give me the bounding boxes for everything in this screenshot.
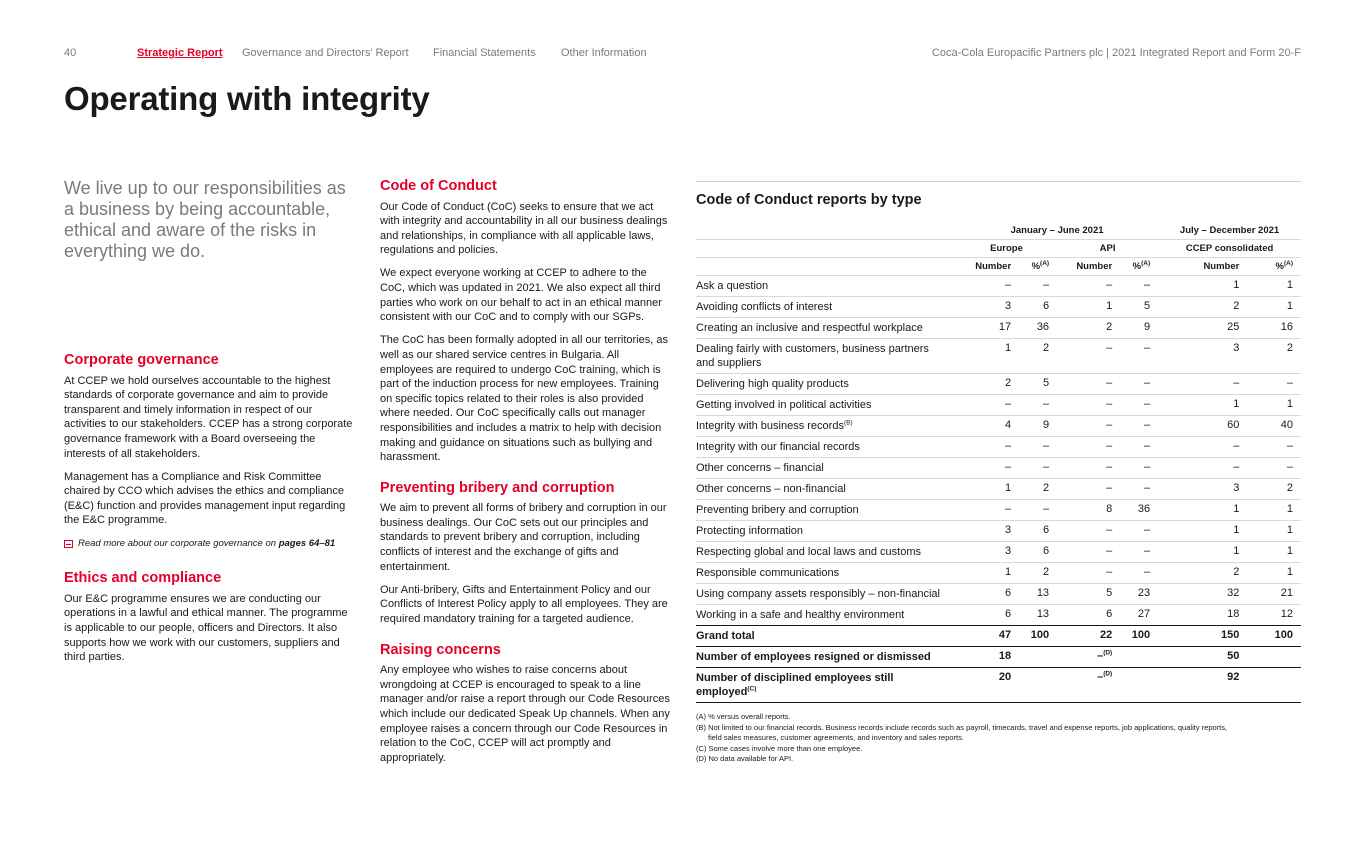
table-row: [696, 297, 1301, 318]
group-header-europe: Europe: [956, 240, 1057, 258]
ethics-heading: Ethics and compliance: [64, 570, 222, 587]
table-cell: 2: [1247, 339, 1301, 374]
row-label: Ask a question: [696, 276, 956, 297]
table-cell: 2: [1158, 297, 1247, 318]
table-cell: 27: [1120, 605, 1158, 626]
table-cell: 50: [1158, 647, 1247, 668]
table-cell: 100: [1247, 626, 1301, 647]
table-cell: 32: [1158, 584, 1247, 605]
row-label: Creating an inclusive and respectful workplace: [696, 318, 956, 339]
page-reference-icon: [64, 540, 73, 548]
table-cell: 100: [1120, 626, 1158, 647]
code-of-conduct-paragraph: The CoC has been formally adopted in all our territories, as well as our shared service centres in Bulgaria. All employees are required to undergo CoC training, which is part of the induction process for new employees. Training on specific topics related to their roles is also provided where needed. Our CoC specifically calls out manager responsibilities and includes a matrix to help with decision making and guidance on situations such as bullying and harassment.: [380, 334, 668, 464]
table-cell: –: [956, 458, 1019, 479]
column-header: %$^{(A)}$: [1132, 259, 1151, 272]
nav-link-financial-statements[interactable]: Financial Statements: [433, 47, 536, 59]
reports-table: [696, 222, 1301, 703]
table-cell: 23: [1120, 584, 1158, 605]
table-cell: 5: [1019, 374, 1057, 395]
column-header: Number: [975, 261, 1012, 272]
table-cell: 3: [1158, 339, 1247, 374]
table-cell: 12: [1247, 605, 1301, 626]
table-cell: –: [1057, 416, 1120, 437]
table-cell: 2: [1247, 479, 1301, 500]
table-row: [696, 437, 1301, 458]
table-cell: 1: [956, 563, 1019, 584]
period-header: July – December 2021: [1158, 222, 1301, 240]
row-label: Delivering high quality products: [696, 374, 956, 395]
table-body: [696, 276, 1301, 703]
table-cell: –: [956, 276, 1019, 297]
table-cell: –: [956, 395, 1019, 416]
table-cell: 6: [1019, 521, 1057, 542]
table-cell: 5: [1057, 584, 1120, 605]
table-cell: –: [1019, 500, 1057, 521]
table-cell: 13: [1019, 584, 1057, 605]
table-cell: 100: [1019, 626, 1057, 647]
table-cell: 1: [1158, 500, 1247, 521]
table-cell: –: [1057, 339, 1120, 374]
table-cell: –: [956, 500, 1019, 521]
row-label: Working in a safe and healthy environment: [696, 605, 956, 626]
table-cell: –: [1019, 458, 1057, 479]
table-cell: 6: [1019, 297, 1057, 318]
table-cell: 1: [1247, 500, 1301, 521]
left-column: [64, 353, 354, 673]
table-cell: –: [1120, 276, 1158, 297]
table-cell: –: [1057, 276, 1120, 297]
table-cell: 4: [956, 416, 1019, 437]
table-cell: 1: [1158, 395, 1247, 416]
table-row: [696, 374, 1301, 395]
table-cell: 6: [1019, 542, 1057, 563]
table-cell: 6: [956, 584, 1019, 605]
table-cell: 1: [956, 339, 1019, 374]
nav-link-strategic-report[interactable]: Strategic Report: [137, 47, 223, 59]
table-cell: –: [1120, 395, 1158, 416]
bribery-paragraph: Our Anti-bribery, Gifts and Entertainment Policy and our Conflicts of Interest Policy apply to all employees. They are required mandatory training for a targeted audience.: [380, 583, 668, 625]
table-cell: –: [1120, 521, 1158, 542]
reference-text: Read more about our corporate governance on: [78, 537, 277, 549]
table-cell: –: [1247, 437, 1301, 458]
middle-column: [380, 179, 670, 774]
intro-statement: We live up to our responsibilities as a business by being accountable, ethical and aware of the risks in everything we do.: [64, 178, 346, 261]
table-cell: –: [1120, 563, 1158, 584]
table-cell: 5: [1120, 297, 1158, 318]
table-header-columns: [696, 258, 1301, 276]
column-header: Number: [1076, 261, 1113, 272]
table-row: [696, 479, 1301, 500]
document-title: Coca-Cola Europacific Partners plc | 2021 Integrated Report and Form 20-F: [931, 47, 1301, 59]
table-row: [696, 542, 1301, 563]
table-cell: –: [1247, 458, 1301, 479]
table-cell: 25: [1158, 318, 1247, 339]
row-label: Getting involved in political activities: [696, 395, 956, 416]
table-cell: 36: [1019, 318, 1057, 339]
code-of-conduct-paragraph: Our Code of Conduct (CoC) seeks to ensure that we act with integrity and accountability in all our business dealings and relationships, in compliance with all applicable laws, regulations and policies.: [380, 200, 668, 257]
footnote: (D) No data available for API.: [696, 754, 794, 763]
table-cell: –: [1120, 374, 1158, 395]
table-cell: –: [1120, 479, 1158, 500]
table-cell: 47: [956, 626, 1019, 647]
table-row: [696, 521, 1301, 542]
table-cell: –: [956, 437, 1019, 458]
table-cell: 9: [1019, 416, 1057, 437]
table-row: [696, 395, 1301, 416]
table-cell: –: [1057, 374, 1120, 395]
ethics-paragraph: Our E&C programme ensures we are conducting our operations in a lawful and ethical manner. The programme is applicable to our people, officers and Directors. It also supports how we work with our customers, suppliers and third parties.: [64, 592, 348, 664]
corporate-governance-heading: Corporate governance: [64, 352, 219, 368]
table-cell: 21: [1247, 584, 1301, 605]
footnote: (B) Not limited to our financial records. Business records include records such as payroll, timecards, travel and expense reports, job applications, quality reports,: [696, 722, 1228, 732]
table-cell: 22: [1057, 626, 1120, 647]
table-row: [696, 584, 1301, 605]
table-cell: 40: [1247, 416, 1301, 437]
table-title: Code of Conduct reports by type: [696, 192, 922, 208]
table-cell: 9: [1120, 318, 1158, 339]
table-cell: 6: [1057, 605, 1120, 626]
table-cell: 3: [1158, 479, 1247, 500]
row-label: Preventing bribery and corruption: [696, 500, 956, 521]
table-cell: 1: [1247, 276, 1301, 297]
table-row-disciplined: [696, 668, 1301, 703]
table-cell: 17: [956, 318, 1019, 339]
table-cell: 2: [1019, 339, 1057, 374]
table-cell: –: [1120, 542, 1158, 563]
row-label: Grand total: [696, 626, 956, 647]
table-cell: 2: [1057, 318, 1120, 339]
table-cell: –: [1019, 276, 1057, 297]
top-navigation: [64, 47, 1301, 63]
group-header-api: API: [1057, 240, 1158, 258]
raising-concerns-paragraph: Any employee who wishes to raise concerns about wrongdoing at CCEP is encouraged to speak to a line manager and/or raise a report through our Code Resources which include our dedicated Speak Up channels. When any employee raises a concern through our Code Resources in relation to the CoC, CCEP will act promptly and appropriately.: [380, 664, 670, 764]
nav-link-governance[interactable]: Governance and Directors’ Report: [242, 47, 409, 59]
column-header: %$^{(A)}$: [1275, 259, 1293, 272]
table-cell: 36: [1120, 500, 1158, 521]
table-footnotes: [696, 712, 1301, 765]
table-cell: 1: [1057, 297, 1120, 318]
raising-concerns-heading: Raising concerns: [380, 641, 501, 658]
table-row: [696, 318, 1301, 339]
footnote: (C) Some cases involve more than one employee.: [696, 743, 863, 753]
table-cell: –$^{(D)}$: [1057, 647, 1120, 668]
code-of-conduct-paragraph: We expect everyone working at CCEP to adhere to the CoC, which was updated in 2021. We also expect all third parties who work on our behalf to act in an ethical manner consistent with our CoC and to comply with our SGPs.: [380, 267, 662, 324]
row-label: Number of employees resigned or dismissed: [696, 647, 956, 668]
code-of-conduct-heading: Code of Conduct: [380, 178, 497, 194]
table-row: [696, 500, 1301, 521]
table-cell: 8: [1057, 500, 1120, 521]
table-cell: 2: [1019, 479, 1057, 500]
table-cell: 18: [1158, 605, 1247, 626]
table-cell: 16: [1247, 318, 1301, 339]
table-cell: 1: [1247, 542, 1301, 563]
table-cell: 3: [956, 542, 1019, 563]
table-cell: 60: [1158, 416, 1247, 437]
table-cell: –: [1057, 479, 1120, 500]
table-cell: 3: [956, 297, 1019, 318]
table-cell: 2: [1158, 563, 1247, 584]
table-cell: 1: [1247, 297, 1301, 318]
table-cell: –: [1019, 395, 1057, 416]
table-cell: 2: [956, 374, 1019, 395]
row-label: Number of disciplined employees still employed$^{(C)}$: [696, 668, 956, 703]
corporate-governance-paragraph: Management has a Compliance and Risk Committee chaired by CCO which advises the ethics and compliance (E&C) function and provides management input regarding the E&C programme.: [64, 470, 346, 527]
row-label: Integrity with our financial records: [696, 437, 956, 458]
table-cell: –: [1057, 542, 1120, 563]
row-label: Other concerns – financial: [696, 458, 956, 479]
row-label: Avoiding conflicts of interest: [696, 297, 956, 318]
table-cell: 92: [1158, 668, 1247, 703]
table-cell: –: [1120, 416, 1158, 437]
table-cell: –: [1247, 374, 1301, 395]
table-cell: 1: [1158, 542, 1247, 563]
table-cell: 1: [1158, 521, 1247, 542]
table-cell: –: [1158, 458, 1247, 479]
table-row: [696, 458, 1301, 479]
table-cell: –: [1057, 563, 1120, 584]
table-cell: 18: [956, 647, 1019, 668]
row-label: Respecting global and local laws and customs: [696, 542, 956, 563]
row-label: Other concerns – non-financial: [696, 479, 956, 500]
nav-link-other-information[interactable]: Other Information: [561, 47, 647, 59]
table-row-total: [696, 626, 1301, 647]
table-cell: –: [1120, 339, 1158, 374]
table-cell: –: [1158, 437, 1247, 458]
table-header-groups: [696, 240, 1301, 258]
reference-pages[interactable]: pages 64–81: [278, 537, 336, 549]
table-row: [696, 339, 1301, 374]
page-title: Operating with integrity: [64, 80, 430, 117]
table-cell: 13: [1019, 605, 1057, 626]
table-cell: 1: [956, 479, 1019, 500]
table-cell: –: [1057, 458, 1120, 479]
bribery-paragraph: We aim to prevent all forms of bribery and corruption in our business dealings. Our CoC sets out our principles and standards to prevent bribery and corruption, including conflicts of interest and the exchange of gifts and entertainment.: [380, 502, 667, 573]
table-header-periods: [696, 222, 1301, 240]
table-cell: 1: [1247, 521, 1301, 542]
table-cell: –: [1120, 437, 1158, 458]
row-label: Responsible communications: [696, 563, 956, 584]
table-row-resigned: [696, 647, 1301, 668]
table-cell: 20: [956, 668, 1019, 703]
table-cell: –: [1057, 521, 1120, 542]
table-cell: 150: [1158, 626, 1247, 647]
footnote: (A) % versus overall reports.: [696, 712, 791, 721]
period-header: January – June 2021: [956, 222, 1158, 240]
row-label: Using company assets responsibly – non-financial: [696, 584, 956, 605]
row-label: Dealing fairly with customers, business partners and suppliers: [696, 339, 956, 374]
table-row: [696, 563, 1301, 584]
column-header: Number: [1203, 261, 1240, 272]
table-cell: 6: [956, 605, 1019, 626]
table-cell: –: [1158, 374, 1247, 395]
row-label: Protecting information: [696, 521, 956, 542]
column-header: %$^{(A)}$: [1031, 259, 1050, 272]
table-row: [696, 605, 1301, 626]
table-row: [696, 416, 1301, 437]
group-header-ccep: CCEP consolidated: [1158, 240, 1301, 258]
table-cell: 1: [1247, 395, 1301, 416]
table-cell: –: [1019, 437, 1057, 458]
bribery-heading: Preventing bribery and corruption: [380, 479, 615, 496]
table-cell: –: [1057, 395, 1120, 416]
reports-table-section: [696, 181, 1301, 765]
row-label: Integrity with business records$^{(B)}$: [696, 416, 956, 437]
corporate-governance-paragraph: At CCEP we hold ourselves accountable to the highest standards of corporate governance and aim to provide transparent and timely information in respect of our activities to our stakeholders. CCEP has a strong corporate governance framework with a Board overseeing the interests of all stakeholders.: [64, 374, 353, 460]
table-cell: –: [1057, 437, 1120, 458]
page-number: 40: [64, 47, 77, 59]
table-cell: 2: [1019, 563, 1057, 584]
table-row: [696, 276, 1301, 297]
table-cell: 3: [956, 521, 1019, 542]
governance-page-reference[interactable]: [64, 537, 354, 552]
footnote: field sales measures, customer agreements, and inventory and sales reports.: [708, 733, 964, 742]
table-cell: 1: [1247, 563, 1301, 584]
table-cell: –$^{(D)}$: [1057, 668, 1120, 703]
table-cell: –: [1120, 458, 1158, 479]
table-cell: 1: [1158, 276, 1247, 297]
